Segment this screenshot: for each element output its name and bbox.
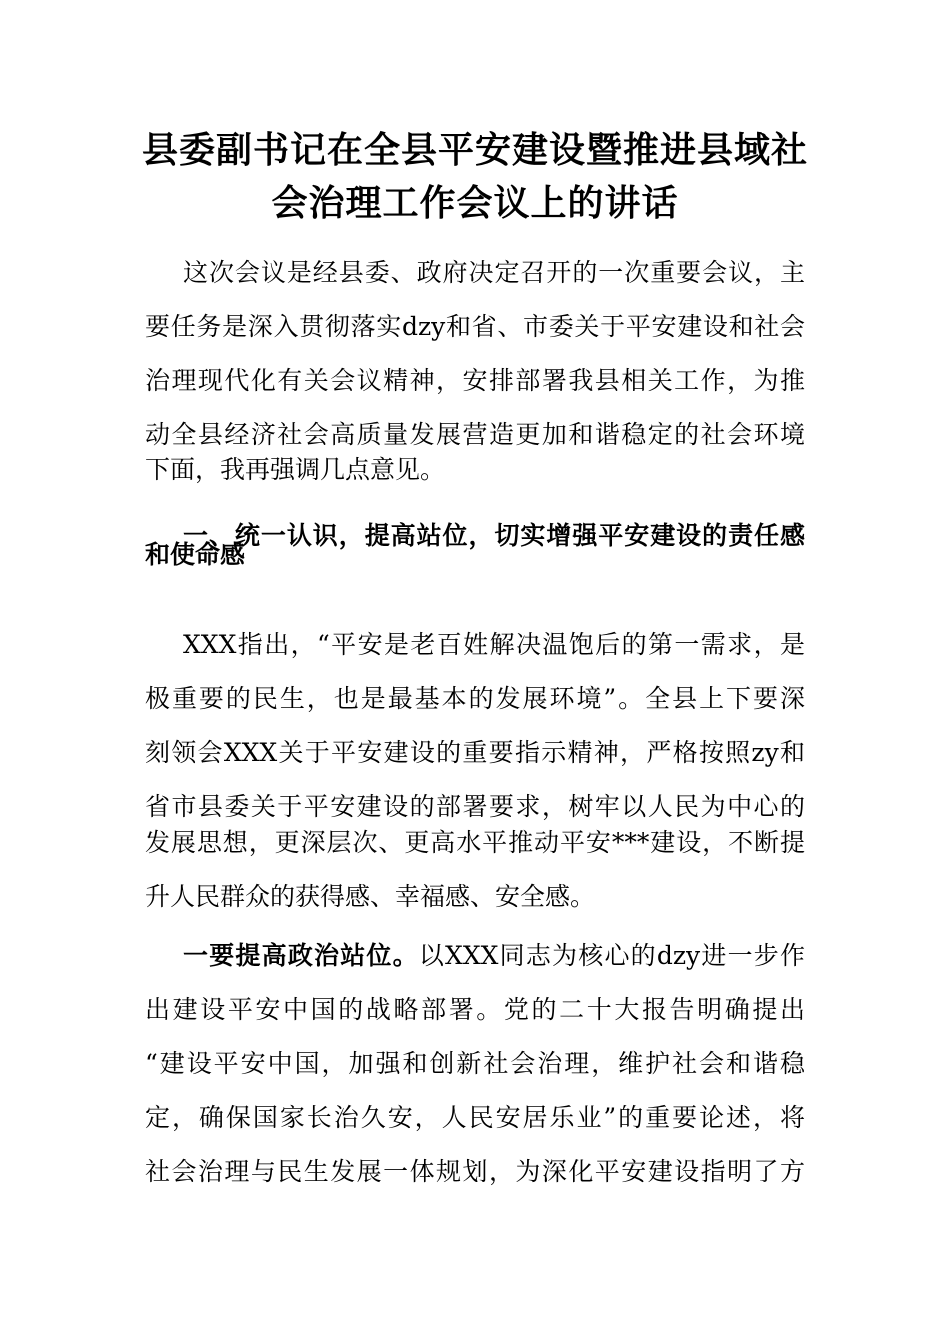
paragraph-3-line: 社会治理与民生发展一体规划，为深化平安建设指明了方 bbox=[145, 1157, 805, 1186]
document-title-line-2: 会治理工作会议上的讲话 bbox=[271, 182, 679, 224]
document-title-line-1: 县委副书记在全县平安建设暨推进县域社 bbox=[141, 129, 808, 171]
paragraph-3-first-line bbox=[183, 938, 805, 974]
paragraph-2-line: 极重要的民生，也是最基本的发展环境”。全县上下要深 bbox=[145, 684, 805, 713]
paragraph-2-line: 发展思想，更深层次、更高水平推动平安***建设，不断提 bbox=[145, 828, 805, 857]
paragraph-2-line: 省市县委关于平安建设的部署要求，树牢以人民为中心的 bbox=[145, 792, 805, 821]
paragraph-3-first-rest: 以XXX同志为核心的dzy进一步作 bbox=[418, 941, 805, 970]
paragraph-2-line: 升人民群众的获得感、幸福感、安全感。 bbox=[145, 882, 596, 911]
paragraph-2-line: 刻领会XXX关于平安建设的重要指示精神，严格按照zy和 bbox=[145, 738, 805, 767]
paragraph-1-line: 动全县经济社会高质量发展营造更加和谐稳定的社会环境 bbox=[145, 420, 805, 449]
paragraph-3-line: 出建设平安中国的战略部署。党的二十大报告明确提出 bbox=[145, 995, 805, 1024]
section-heading-line: 一、统一认识，提高站位，切实增强平安建设的责任感 bbox=[183, 521, 805, 550]
paragraph-2-line: XXX指出，“平安是老百姓解决温饱后的第一需求，是 bbox=[183, 630, 805, 659]
paragraph-1-line: 要任务是深入贯彻落实dzy和省、市委关于平安建设和社会 bbox=[145, 312, 805, 341]
paragraph-1-line: 下面，我再强调几点意见。 bbox=[145, 455, 446, 484]
section-heading-line: 和使命感 bbox=[145, 540, 246, 569]
paragraph-3-line: “建设平安中国，加强和创新社会治理，维护社会和谐稳 bbox=[145, 1049, 805, 1078]
paragraph-3-line: 定，确保国家长治久安，人民安居乐业”的重要论述，将 bbox=[145, 1103, 805, 1132]
paragraph-3-lead: 一要提高政治站位。 bbox=[183, 941, 419, 970]
paragraph-1-line: 这次会议是经县委、政府决定召开的一次重要会议，主 bbox=[183, 258, 805, 287]
paragraph-1-line: 治理现代化有关会议精神，安排部署我县相关工作，为推 bbox=[145, 366, 805, 395]
